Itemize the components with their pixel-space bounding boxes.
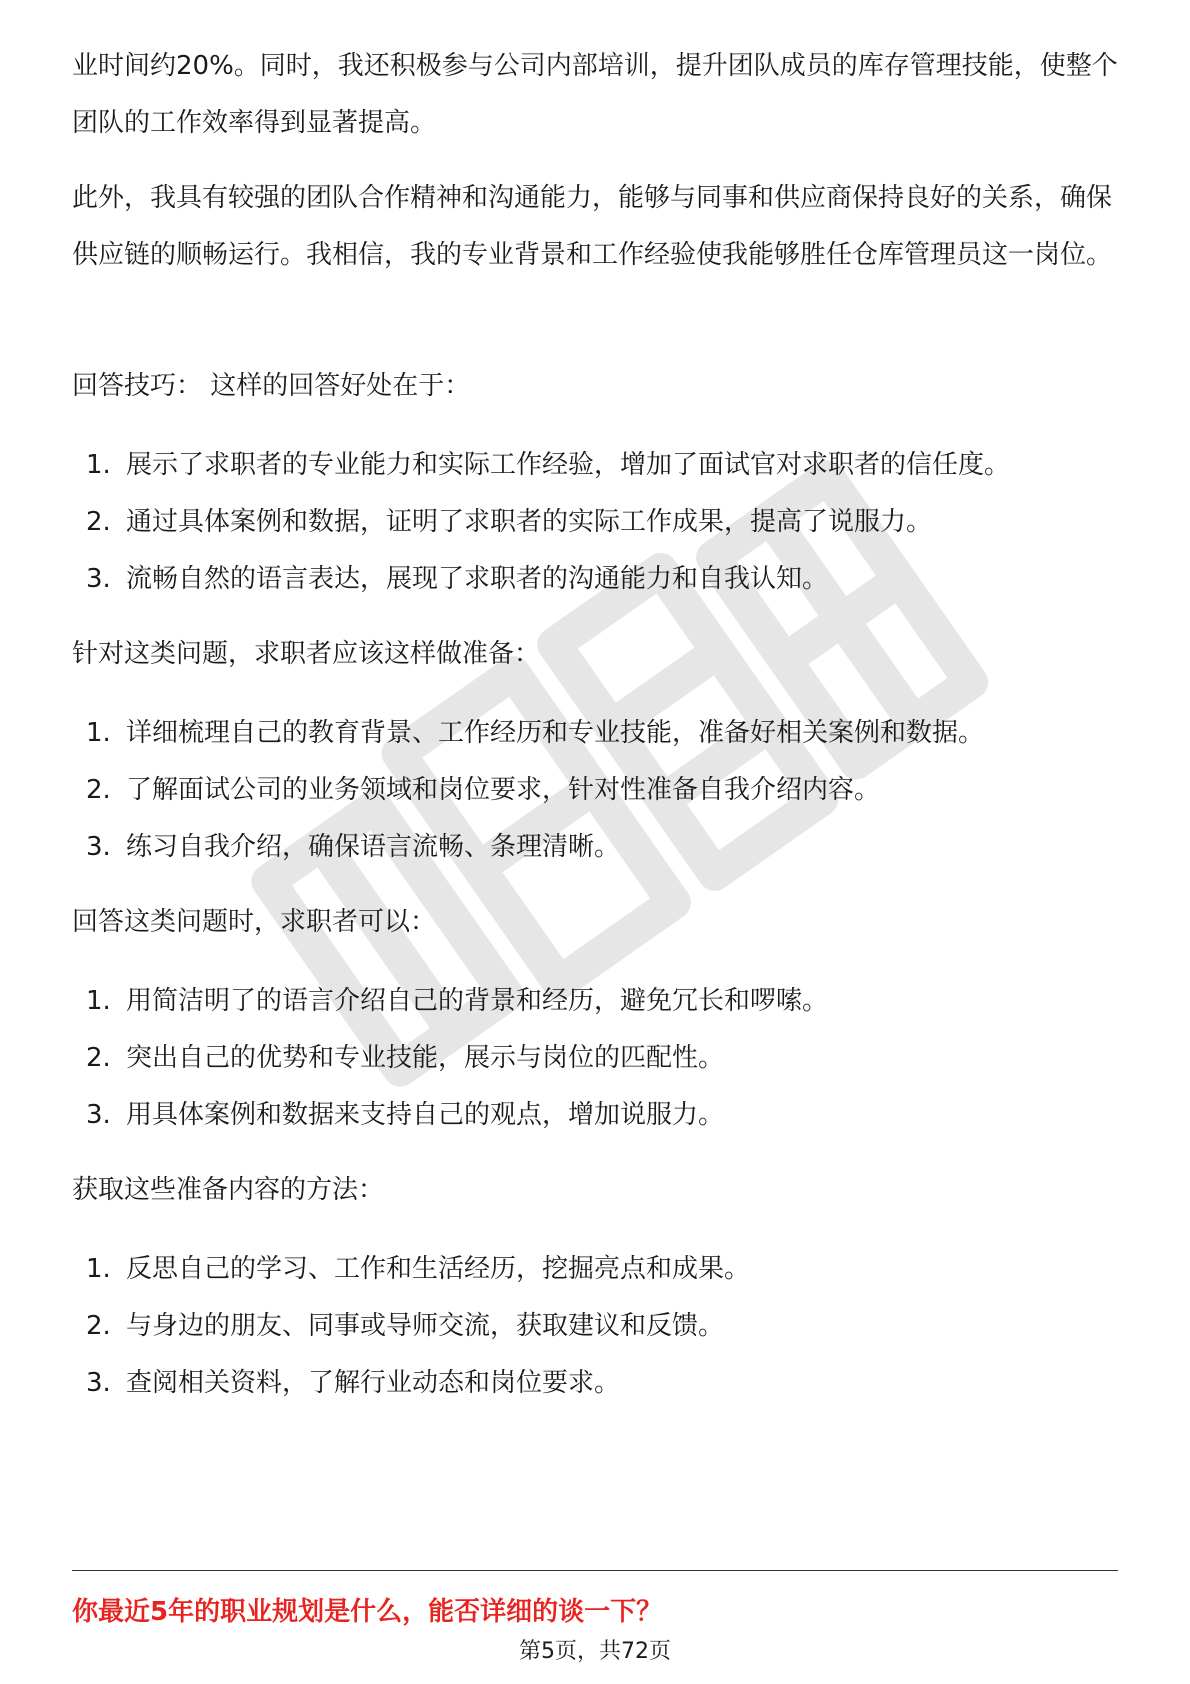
list-item: 1. 反思自己的学习、工作和生活经历，挖掘亮点和成果。	[86, 1254, 751, 1284]
list-item: 2. 与身边的朋友、同事或导师交流，获取建议和反馈。	[86, 1311, 725, 1341]
list-item: 3. 用具体案例和数据来支持自己的观点，增加说服力。	[86, 1100, 725, 1130]
list-item: 2. 突出自己的优势和专业技能，展示与岗位的匹配性。	[86, 1043, 725, 1073]
list-item: 1. 用简洁明了的语言介绍自己的背景和经历，避免冗长和啰嗦。	[86, 986, 829, 1016]
section-heading-2: 针对这类问题，求职者应该这样做准备：	[72, 639, 541, 669]
next-question-title: 你最近5年的职业规划是什么，能否详细的谈一下？	[72, 1597, 663, 1627]
section-list-2	[72, 713, 1122, 884]
list-item: 2. 了解面试公司的业务领域和岗位要求，针对性准备自我介绍内容。	[86, 775, 881, 805]
list-item: 3. 流畅自然的语言表达，展现了求职者的沟通能力和自我认知。	[86, 564, 829, 594]
list-item: 3. 查阅相关资料，了解行业动态和岗位要求。	[86, 1368, 621, 1398]
section-list-3	[72, 981, 1122, 1152]
list-item: 3. 练习自我介绍，确保语言流畅、条理清晰。	[86, 832, 621, 862]
paragraph-2: 此外，我具有较强的团队合作精神和沟通能力，能够与同事和供应商保持良好的关系，确保供应链的顺畅运行。我相信，我的专业背景和工作经验使我能够胜任仓库管理员这一岗位。	[72, 183, 1113, 270]
list-item: 1. 详细梳理自己的教育背景、工作经历和专业技能，准备好相关案例和数据。	[86, 718, 985, 748]
paragraph-1: 业时间约20%。同时，我还积极参与公司内部培训，提升团队成员的库存管理技能，使整个团队的工作效率得到显著提高。	[72, 51, 1118, 138]
section-list-4	[72, 1249, 1122, 1420]
section-heading-1: 回答技巧： 这样的回答好处在于：	[72, 371, 471, 401]
section-divider	[72, 1570, 1118, 1571]
list-item: 1. 展示了求职者的专业能力和实际工作经验，增加了面试官对求职者的信任度。	[86, 450, 1011, 480]
section-list-1	[72, 445, 1122, 616]
list-item: 2. 通过具体案例和数据，证明了求职者的实际工作成果，提高了说服力。	[86, 507, 933, 537]
section-heading-4: 获取这些准备内容的方法：	[72, 1175, 385, 1205]
page-number-footer: 第5页，共72页	[519, 1639, 671, 1664]
section-heading-3: 回答这类问题时，求职者可以：	[72, 907, 437, 937]
